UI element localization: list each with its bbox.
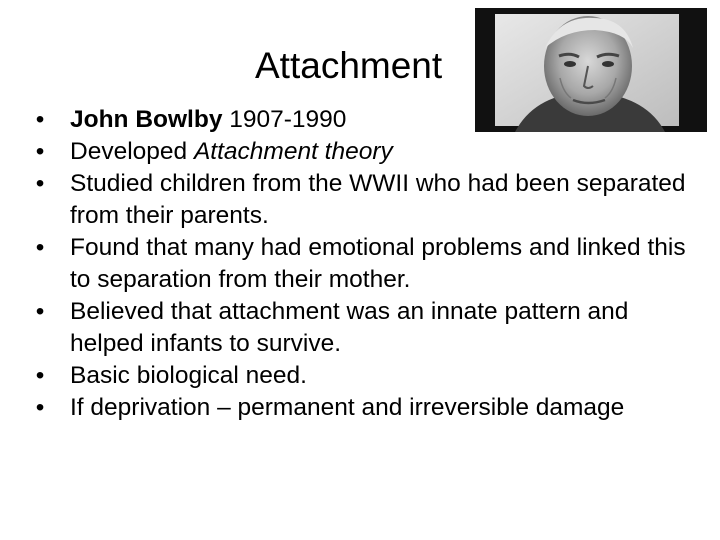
bullet-item [30,104,690,136]
bullet-italic-text: Attachment theory [193,138,393,165]
bullet-marker: • [35,394,45,421]
bullet-marker: • [35,234,45,261]
bullet-bold-text: John Bowlby [70,106,223,133]
bullet-text: 1907-1990 [222,106,347,133]
bullet-marker: • [35,298,45,325]
bullet-item [30,136,690,168]
bullet-item [30,232,690,296]
bullet-marker: • [35,106,45,133]
bullet-item [30,296,690,360]
bullet-text: Developed [70,138,194,165]
bullet-text: Studied children from the WWII who had been separated from their parents. [70,170,686,229]
bullet-item [30,360,690,392]
bullet-marker: • [35,170,45,197]
bullet-marker: • [35,362,45,389]
bullet-text: If deprivation – permanent and irreversible damage [70,394,625,421]
bullet-item [30,168,690,232]
bullet-marker: • [35,138,45,165]
bullet-text: Basic biological need. [70,362,307,389]
bullet-text: Believed that attachment was an innate pattern and helped infants to survive. [70,298,629,357]
bullet-list [30,104,690,424]
slide-title: Attachment [255,45,443,86]
bullet-item [30,392,690,424]
bullet-text: Found that many had emotional problems and linked this to separation from their mother. [70,234,686,293]
